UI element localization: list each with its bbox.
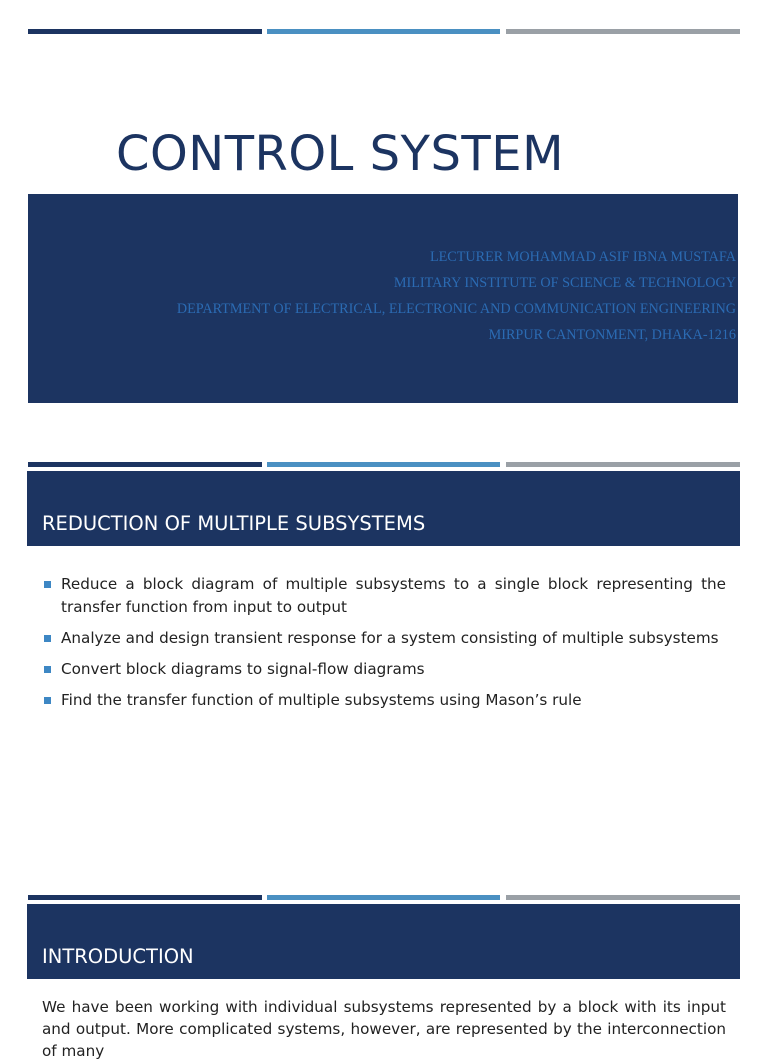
bullet-square-icon (44, 581, 51, 588)
bullet-square-icon (44, 666, 51, 673)
slide2-heading: REDUCTION OF MULTIPLE SUBSYSTEMS (42, 512, 426, 535)
accent-bar-gray (506, 29, 740, 34)
list-item: Convert block diagrams to signal-flow diagrams (42, 658, 726, 681)
accent-bar-blue (267, 462, 500, 467)
slide2-header-band (27, 471, 740, 546)
lecturer-name: LECTURER MOHAMMAD ASIF IBNA MUSTAFA (429, 249, 736, 265)
bullet-square-icon (44, 635, 51, 642)
accent-bar-navy (28, 462, 262, 467)
objectives-list (42, 573, 726, 720)
accent-bar-navy (28, 29, 262, 34)
accent-bar-navy (28, 895, 262, 900)
slide3-header-band (27, 904, 740, 979)
subtitle-block (177, 246, 736, 350)
institute-name: MILITARY INSTITUTE OF SCIENCE & TECHNOLOGY (393, 275, 736, 291)
slide3-heading: INTRODUCTION (42, 945, 194, 968)
title-slide-banner (28, 194, 738, 403)
accent-bar-gray (506, 462, 740, 467)
accent-bar-gray (506, 895, 740, 900)
list-item: Find the transfer function of multiple subsystems using Mason’s rule (42, 689, 726, 712)
accent-bar-blue (267, 29, 500, 34)
intro-paragraph: We have been working with individual subsystems represented by a block with its input and output. More complicated systems, however, are represented by the interconnection of many (42, 998, 726, 1060)
list-item: Reduce a block diagram of multiple subsystems to a single block representing the transfer function from input to output (42, 573, 726, 619)
slide1-accent-bars (28, 29, 740, 34)
department-name: DEPARTMENT OF ELECTRICAL, ELECTRONIC AND COMMUNICATION ENGINEERING (176, 301, 736, 317)
accent-bar-blue (267, 895, 500, 900)
slide-title: CONTROL SYSTEM (116, 126, 564, 182)
address: MIRPUR CANTONMENT, DHAKA-1216 (488, 327, 736, 343)
list-item: Analyze and design transient response for a system consisting of multiple subsystems (42, 627, 726, 650)
slide2-accent-bars (28, 462, 740, 467)
slide3-accent-bars (28, 895, 740, 900)
bullet-square-icon (44, 697, 51, 704)
